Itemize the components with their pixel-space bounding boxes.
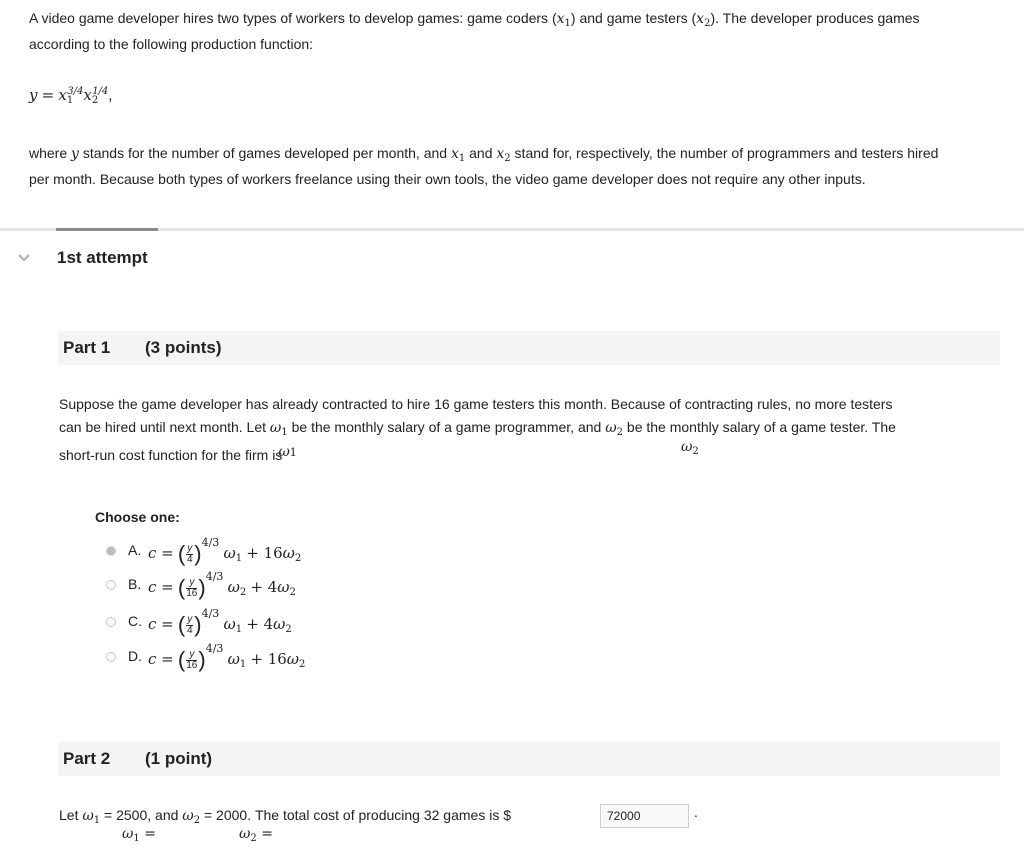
where-text: stand for, respectively, the number of programmers and testers hired xyxy=(510,145,939,161)
problem-intro-line2: according to the following production function: xyxy=(29,36,314,52)
where-text: where xyxy=(29,145,72,161)
var-x1: $x_1$ xyxy=(556,11,571,29)
part1-header xyxy=(58,331,1000,365)
stray-omega2-eq: $\omega_2$ = xyxy=(239,826,273,844)
pf-lhs: y xyxy=(29,86,38,104)
attempt-title[interactable]: 1st attempt xyxy=(57,248,148,267)
option-letter: C. xyxy=(128,613,142,629)
option-formula: c = ( $\frac{y}{4}$ )$^{4/3}$ $\omega_1 + 4\omega_2$ xyxy=(148,607,292,638)
where-text: and xyxy=(465,145,497,161)
part1-question xyxy=(59,393,999,468)
part2-question: Let $\omega_1 = 2500$, and $\omega_2 = 2000$. The total cost of producing 32 games is $ xyxy=(59,807,512,826)
part2-header xyxy=(58,742,1000,776)
radio-option-a[interactable] xyxy=(106,546,116,556)
choose-one-label: Choose one: xyxy=(95,509,180,525)
total-cost-input[interactable] xyxy=(600,804,689,828)
part1-line3: short-run cost function for the firm isω1 xyxy=(59,444,297,463)
var-x2: $x_2$ xyxy=(696,11,711,29)
pf-equals: = xyxy=(41,86,55,104)
intro-text: A video game developer hires two types of workers to develop games: game coders ( xyxy=(29,10,557,26)
option-letter: A. xyxy=(128,542,142,558)
pf-term2: $x_2^{1/4}$ xyxy=(83,86,109,106)
part2-name: Part 2 xyxy=(63,749,111,768)
part1-points: (3 points) xyxy=(145,338,222,357)
intro-text: ) and game testers ( xyxy=(570,10,697,26)
problem-where-line2: per month. Because both types of workers freelance using their own tools, the video game developer does not require any other inputs. xyxy=(29,171,866,187)
where-text: stands for the number of games developed per month, and xyxy=(78,145,451,161)
option-formula: c = ( $\frac{y}{16}$ )$^{4/3}$ $\omega_1 + 16\omega_2$ xyxy=(148,642,306,673)
option-formula: c = ( $\frac{y}{4}$ )$^{4/3}$ $\omega_1 + 16\omega_2$ xyxy=(148,536,302,567)
stray-omega2: $\omega_2$ xyxy=(681,439,699,457)
pf-comma: , xyxy=(108,87,113,104)
part1-line1: Suppose the game developer has already contracted to hire 16 game testers this month. Because of contracting rules, no more testers xyxy=(59,396,893,412)
radio-option-b[interactable] xyxy=(106,580,116,590)
radio-option-d[interactable] xyxy=(106,652,116,662)
part1-line2: can be hired until next month. Let $\omega_1$ be the monthly salary of a game programmer, and $\omega_2$ be the monthly salary of a game tester. The xyxy=(59,419,896,438)
radio-option-c[interactable] xyxy=(106,617,116,627)
part1-name: Part 1 xyxy=(63,338,111,357)
var-x2: $x_2$ xyxy=(496,146,511,164)
intro-text: ). The developer produces games xyxy=(710,10,920,26)
var-x1: $x_1$ xyxy=(450,146,466,164)
pf-term1: $x_1^{3/4}$ xyxy=(58,86,84,106)
option-letter: B. xyxy=(128,576,142,592)
attempt-tab-indicator xyxy=(56,228,158,231)
production-function xyxy=(29,86,112,106)
answer-period: . xyxy=(694,804,698,820)
chevron-down-icon[interactable] xyxy=(17,251,31,265)
option-letter: D. xyxy=(128,648,142,664)
option-formula: c = ( $\frac{y}{16}$ )$^{4/3}$ $\omega_2 + 4\omega_2$ xyxy=(148,570,296,601)
var-y: y xyxy=(71,146,79,162)
part2-points: (1 point) xyxy=(145,749,213,768)
stray-omega1-eq: $\omega_1$ = xyxy=(122,826,156,844)
